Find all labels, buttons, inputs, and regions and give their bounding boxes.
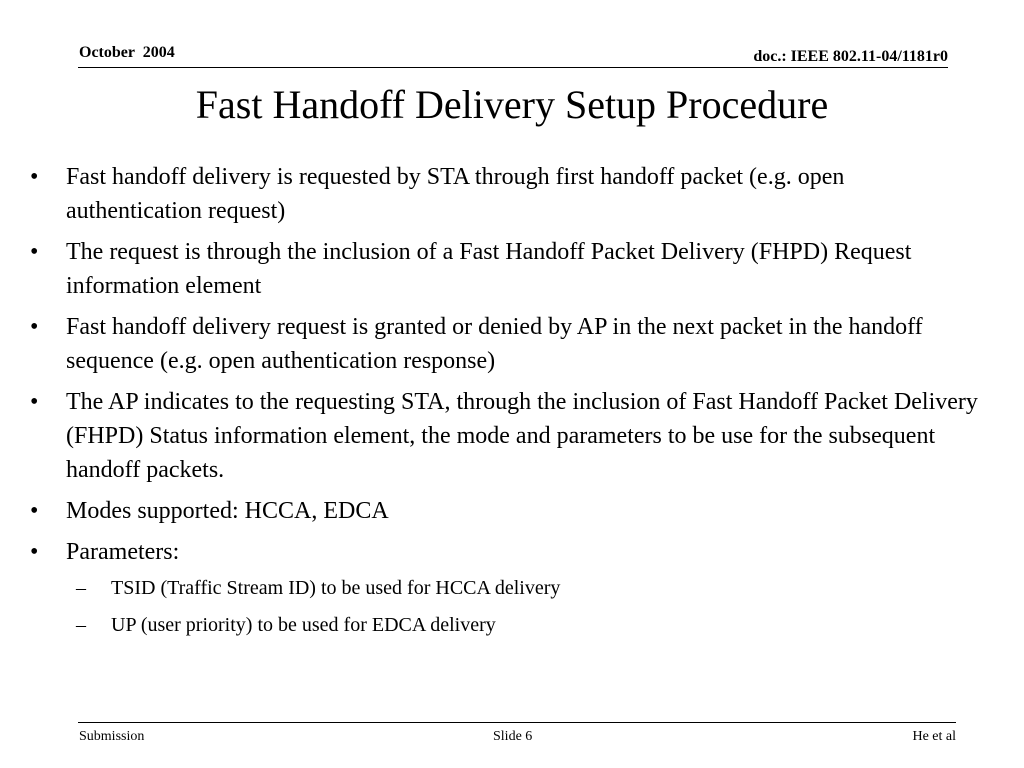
sub-bullet-text: TSID (Traffic Stream ID) to be used for HCCA delivery (111, 577, 561, 599)
bullet-dot-icon: • (30, 164, 39, 190)
bullet-item (30, 160, 980, 228)
bullet-item (30, 310, 980, 378)
bullet-dot-icon: • (30, 314, 39, 340)
bullet-text: Modes supported: HCCA, EDCA (66, 498, 389, 524)
bullet-item (30, 494, 980, 528)
dash-icon: – (76, 577, 86, 599)
bullet-text: The AP indicates to the requesting STA, through the inclusion of Fast Handoff Packet Delivery (FHPD) Status information element, the mode and parameters to be use for the subsequent handoff packets. (66, 389, 978, 483)
bullet-text: The request is through the inclusion of a Fast Handoff Packet Delivery (FHPD) Request information element (66, 239, 912, 299)
bullet-dot-icon: • (30, 239, 39, 265)
bullet-item (30, 385, 980, 487)
sub-bullet-list (66, 574, 980, 639)
bullet-text: Parameters: (66, 539, 180, 565)
dash-icon: – (76, 614, 86, 636)
footer-authors: He et al (912, 729, 956, 744)
header-divider (78, 67, 948, 68)
bullet-item (30, 535, 980, 639)
sub-bullet-item (66, 611, 980, 639)
header-doc-id: doc.: IEEE 802.11-04/1181r0 (753, 48, 948, 65)
footer-submission: Submission (79, 729, 145, 744)
sub-bullet-item (66, 574, 980, 602)
bullet-dot-icon: • (30, 389, 39, 415)
slide-title: Fast Handoff Delivery Setup Procedure (195, 82, 829, 127)
sub-bullet-text: UP (user priority) to be used for EDCA delivery (111, 614, 496, 636)
bullet-text: Fast handoff delivery is requested by STA through first handoff packet (e.g. open authentication request) (66, 164, 845, 224)
bullet-item (30, 235, 980, 303)
bullet-list (30, 160, 980, 648)
bullet-dot-icon: • (30, 539, 39, 565)
bullet-dot-icon: • (30, 498, 39, 524)
footer-divider (78, 722, 956, 723)
footer-slide-number: Slide 6 (493, 729, 533, 744)
bullet-text: Fast handoff delivery request is granted or denied by AP in the next packet in the handoff sequence (e.g. open authentication response) (66, 314, 923, 374)
header-date: October 2004 (79, 44, 175, 61)
